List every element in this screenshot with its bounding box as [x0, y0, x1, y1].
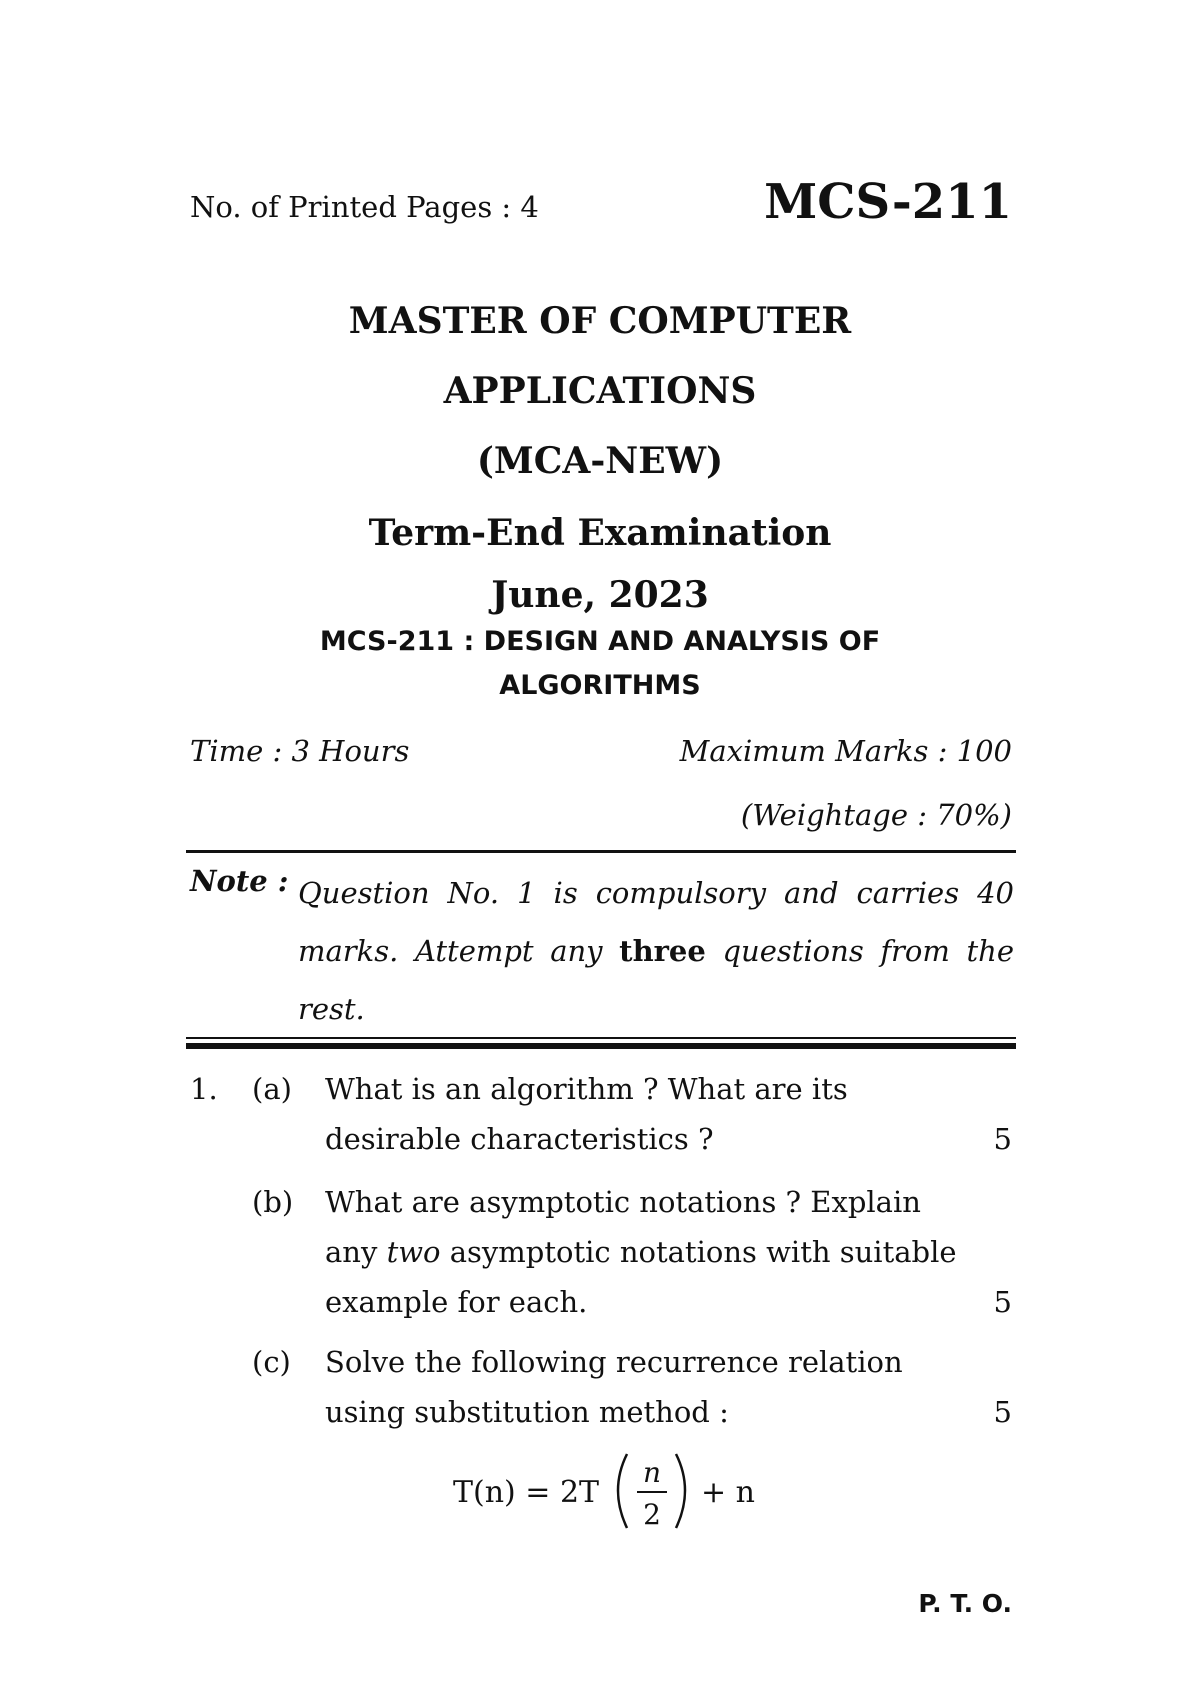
question-number: 1.	[190, 1072, 218, 1106]
course-title-line-2: ALGORITHMS	[499, 670, 701, 701]
question-1b-label: (b)	[252, 1185, 294, 1219]
question-1b-line-1: What are asymptotic notations ? Explain	[325, 1185, 921, 1219]
divider-top	[186, 850, 1016, 853]
question-1b-line-2	[325, 1227, 1015, 1277]
question-1a-line-1: What is an algorithm ? What are its	[325, 1072, 848, 1106]
question-1b-marks: 5	[993, 1285, 1012, 1319]
max-marks: Maximum Marks : 100	[679, 734, 1012, 768]
exam-name: Term-End Examination	[368, 512, 832, 554]
question-1c-marks: 5	[993, 1395, 1012, 1429]
recurrence-formula	[445, 1440, 765, 1540]
divider-bottom-thick	[186, 1043, 1016, 1049]
course-title-line-1: MCS-211 : DESIGN AND ANALYSIS OF	[319, 626, 881, 657]
weightage: (Weightage : 70%)	[740, 798, 1012, 832]
formula-lhs: T(n) = 2T	[453, 1475, 600, 1510]
question-1b-text	[325, 1177, 1015, 1327]
question-1a-marks: 5	[993, 1122, 1012, 1156]
question-1b-line-3: example for each.	[325, 1285, 588, 1319]
note-emphasis: three	[619, 934, 706, 968]
note-text-part-1: Question No. 1 is compulsory and carries 40 marks. Attempt any	[298, 876, 1014, 968]
printed-pages: No. of Printed Pages : 4	[190, 190, 539, 224]
please-turn-over: P. T. O.	[918, 1589, 1012, 1618]
question-1b-emphasis: two	[386, 1235, 441, 1269]
note-label: Note :	[190, 864, 289, 898]
paper-code: MCS-211	[764, 174, 1012, 230]
title-line-3: (MCA-NEW)	[476, 440, 724, 482]
question-1c-line-2: using substitution method :	[325, 1395, 729, 1429]
note-text-part-2: questions from the rest.	[298, 934, 1014, 1026]
note-text	[298, 864, 1014, 1038]
formula-left-paren	[618, 1454, 627, 1528]
question-1a-line-2: desirable characteristics ?	[325, 1122, 714, 1156]
exam-date: June, 2023	[491, 574, 709, 616]
formula-right-paren	[676, 1454, 685, 1528]
question-1c-text	[325, 1337, 1015, 1437]
question-1b-line-2-post: asymptotic notations with suitable	[440, 1235, 957, 1269]
course-title	[0, 620, 1200, 708]
question-1a-text	[325, 1064, 1015, 1164]
title-line-2: APPLICATIONS	[443, 370, 757, 412]
question-1c-label: (c)	[252, 1345, 291, 1379]
title-line-1: MASTER OF COMPUTER	[348, 300, 852, 342]
question-1b-line-2-pre: any	[325, 1235, 387, 1269]
formula-denominator: 2	[643, 1498, 661, 1531]
question-1a-label: (a)	[252, 1072, 292, 1106]
formula-rhs: + n	[701, 1475, 755, 1510]
formula-numerator: n	[642, 1456, 662, 1489]
question-1c-line-1: Solve the following recurrence relation	[325, 1345, 903, 1379]
divider-bottom-thin	[186, 1037, 1016, 1039]
time-allowed: Time : 3 Hours	[190, 734, 410, 768]
